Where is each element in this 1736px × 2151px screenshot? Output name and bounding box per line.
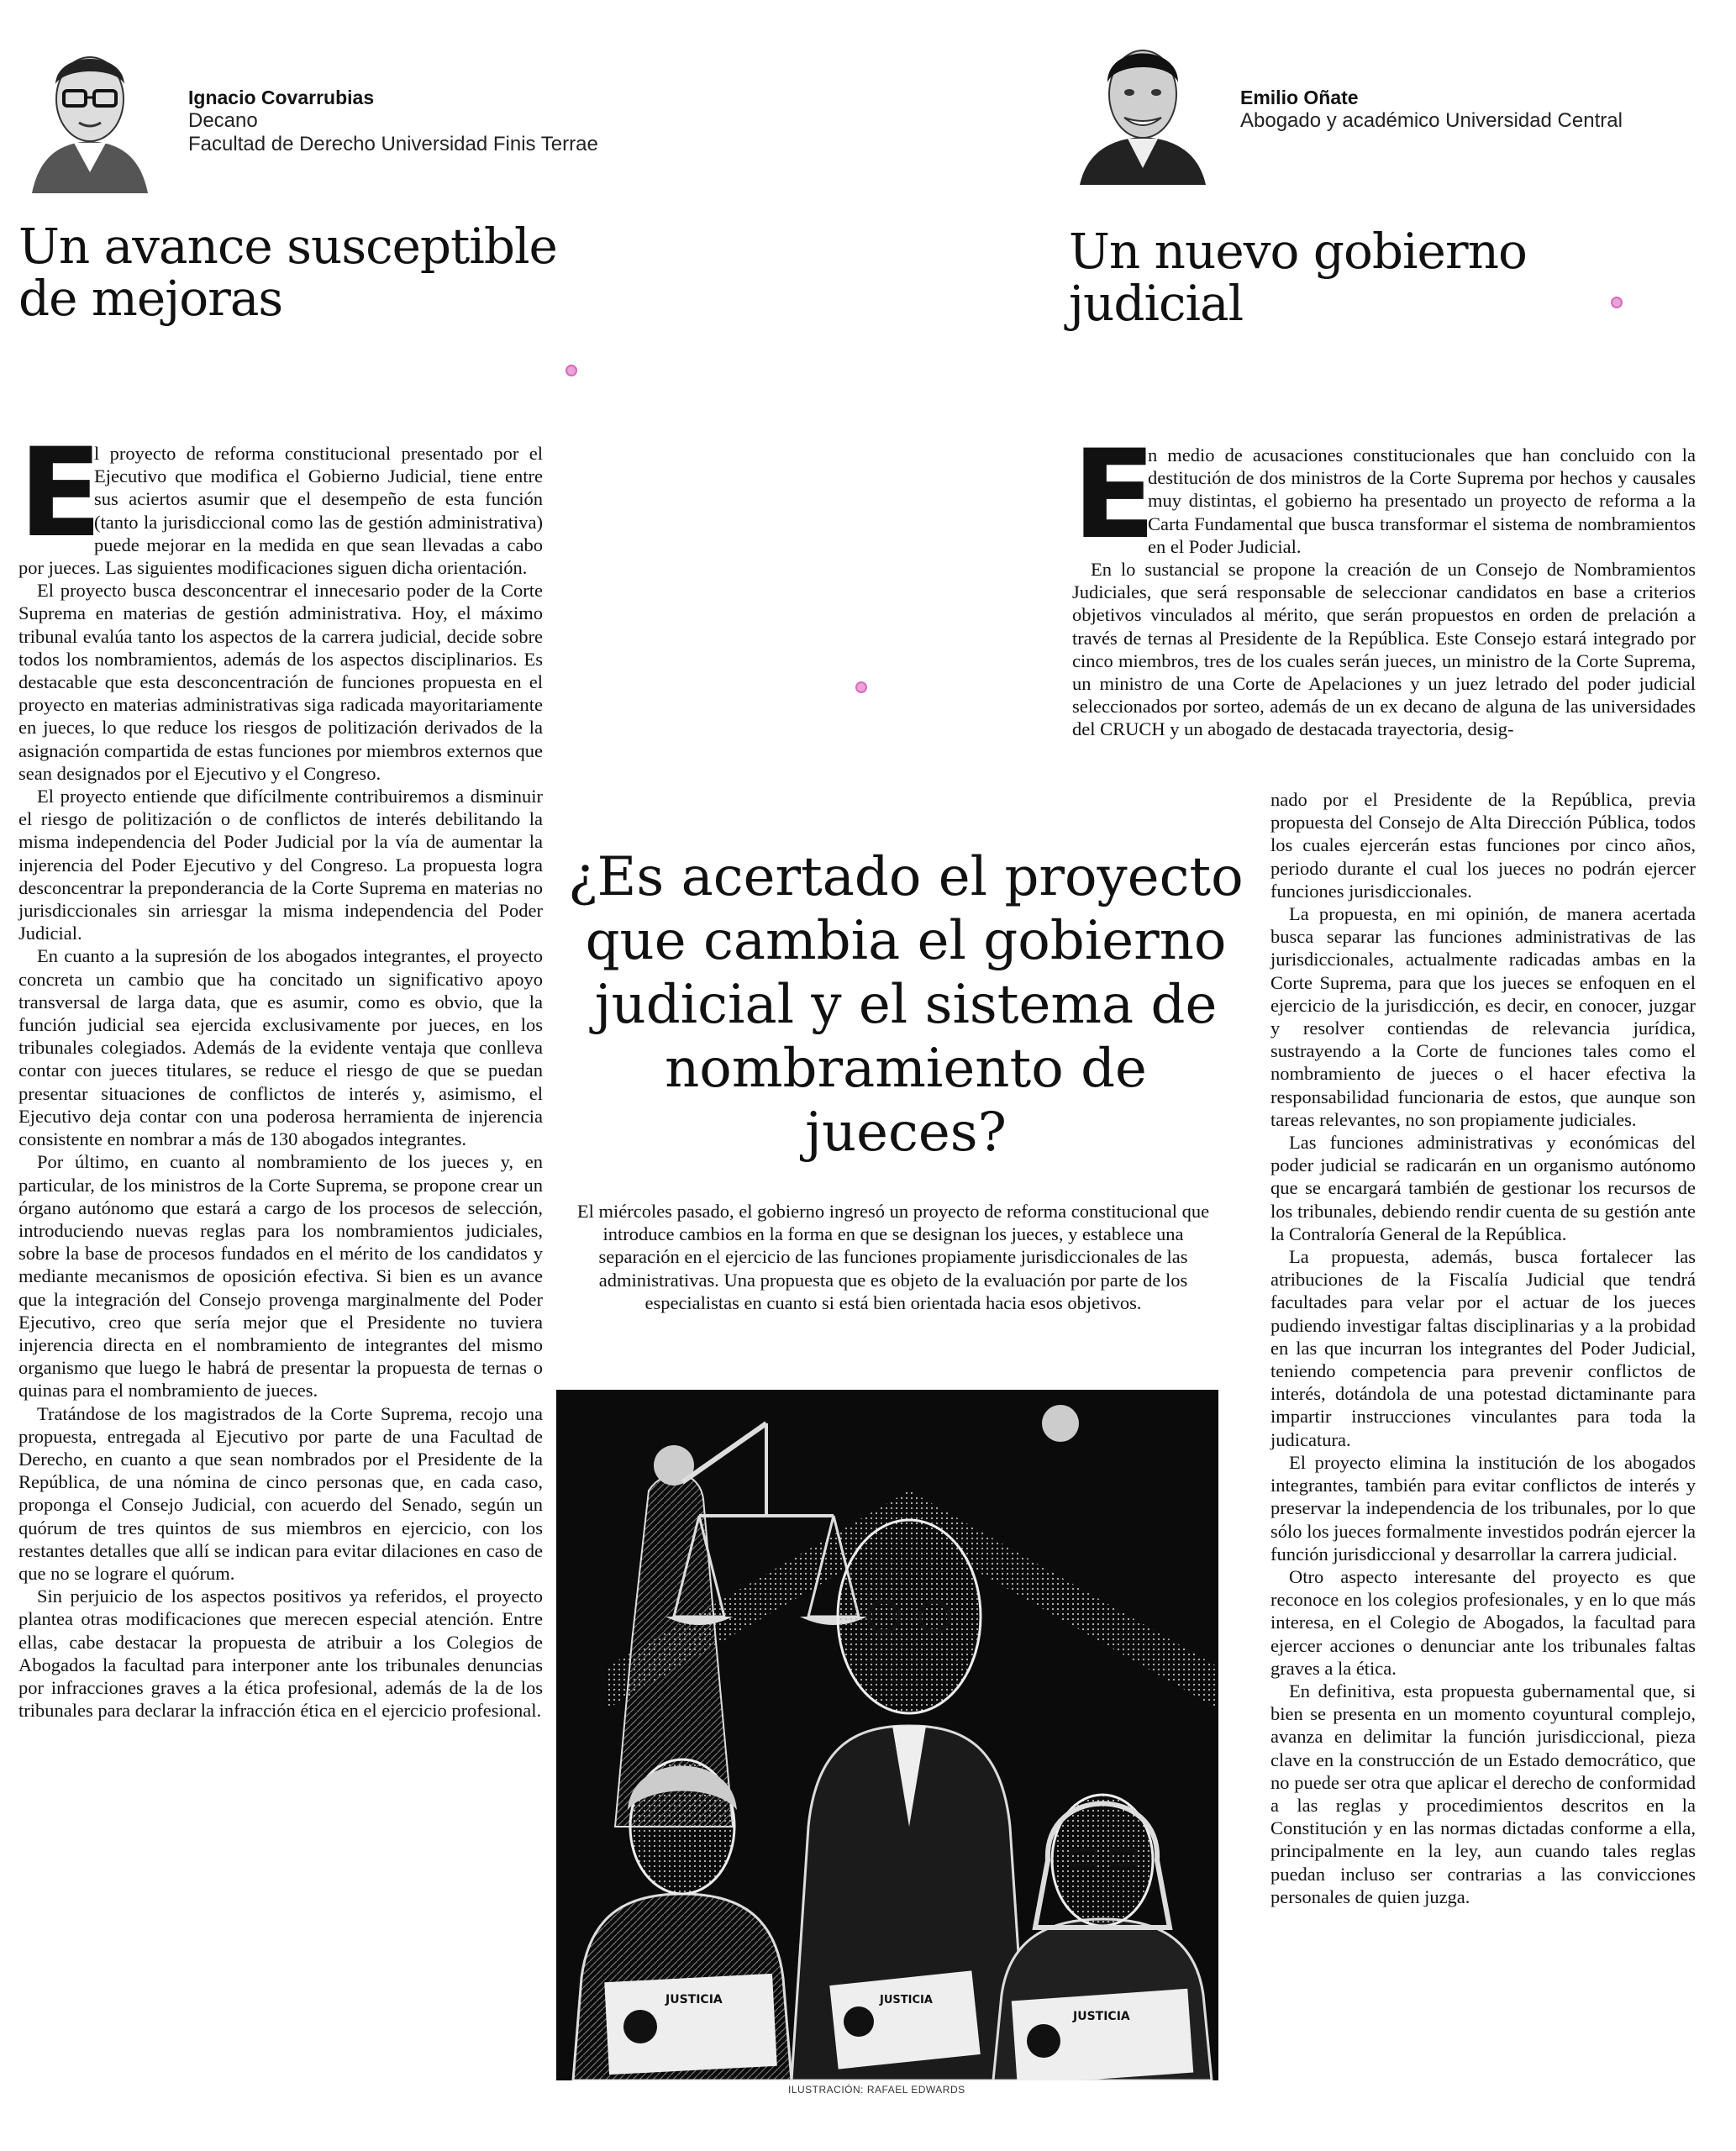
paragraph: l proyecto de reforma constitucional presentado por el Ejecutivo que modifica el Gobierno Judicial, tiene entre sus aciertos asumir que el desempeño de esta función (tanto la jurisdiccional como las de gestión administrativa) puede mejorar en la medida en que sean llevadas a cabo por jueces. Las siguientes modificaciones siguen dicha orientación. xyxy=(18,443,543,579)
paragraph: La propuesta, en mi opinión, de manera acertada busca separar las funciones administrativas de las jurisdiccionales, actualmente radicadas ambas en la Corte Suprema, para que los jueces se enfoquen en el ejercicio de la jurisdicción, es decir, en conocer, juzgar y resolver contiendas de relevancia jurídica, sustrayendo a la Corte de funciones tales como el nombramiento de jueces o el hacer efectiva la responsabilidad funcionaria de estos, que aunque son tareas relevantes, no son propiamente judiciales. xyxy=(1270,903,1696,1130)
title-left xyxy=(18,218,657,327)
portrait-sketch-icon xyxy=(24,25,156,193)
justice-illustration-icon xyxy=(556,1390,1218,2080)
question-line: que cambia el gobierno xyxy=(585,910,1227,972)
sign-center-label: JUSTICIA xyxy=(880,1994,933,2006)
paragraph: Otro aspecto interesante del proyecto es que reconoce en los colegios profesionales, y en lo que más interesa, en el Colegio de Abogados, la facultad para ejercer acciones o denunciar ante los tribunales faltas graves a la ética. xyxy=(1270,1565,1696,1679)
sign-left-label: JUSTICIA xyxy=(665,1993,723,2006)
paragraph: El proyecto entiende que difícilmente contribuiremos a disminuir el riesgo de politización o de conflictos de interés debilitando la misma independencia del Poder Judicial por la vía de aumentar la injerencia del Poder Ejecutivo y del Congreso. La propuesta logra desconcentrar la preponderancia de la Corte Suprema en materias no jurisdiccionales sin arriesgar la misma independencia del Poder Judicial. xyxy=(18,786,543,944)
paragraph: Sin perjuicio de los aspectos positivos ya referidos, el proyecto plantea otras modificaciones que merecen especial atención. Entre ellas, cabe destacar la propuesta de atribuir a los Colegios de Abogados la facultad para interponer ante los tribunales denuncias por infracciones graves a la ética profesional, además de la de los tribunales para declarar la infracción ética en el ejercicio profesional. xyxy=(18,1586,543,1722)
article-right-body-bottom xyxy=(1270,788,1696,1908)
title-left-line-1: Un avance susceptible xyxy=(18,218,557,275)
author-name-left: Ignacio Covarrubias xyxy=(188,87,375,108)
author-role-right: Abogado y académico Universidad Central xyxy=(1240,109,1623,132)
author-name-right: Emilio Oñate xyxy=(1240,87,1359,108)
question-line: ¿Es acertado el proyecto xyxy=(568,846,1244,908)
illustration xyxy=(556,1390,1218,2080)
portrait-photo-icon xyxy=(1076,25,1210,185)
registration-mark-3 xyxy=(855,681,867,693)
author-role-left-2: Facultad de Derecho Universidad Finis Terrae xyxy=(188,133,598,155)
question-line: jueces? xyxy=(805,1102,1007,1164)
sign-right-label: JUSTICIA xyxy=(1073,2010,1130,2023)
title-right-line-1: Un nuevo gobierno xyxy=(1069,223,1527,280)
article-left-body xyxy=(18,422,543,1722)
paragraph: n medio de acusaciones constitucionales que han concluido con la destitución de dos ministros de la Corte Suprema por hechos y causales muy distintas, el gobierno ha presentado un proyecto de reforma a la Carta Fundamental que busca transformar el sistema de nombramientos en el Poder Judicial. xyxy=(1148,444,1696,557)
paragraph: En lo sustancial se propone la creación de un Consejo de Nombramientos Judiciales, que será responsable de seleccionar candidatos en base a criterios objetivos vinculados al mérito, que serán propuestos en orden de prelación a través de ternas al Presidente de la República. Este Consejo estará integrado por cinco miembros, tres de los cuales serán jueces, un ministro de la Corte Suprema, un ministro de una Corte de Apelaciones y un juez letrado del poder judicial seleccionados por sorteo, además de un ex decano de alguna de las universidades del CRUCH y un abogado de destacada trayectoria, desig- xyxy=(1072,559,1696,740)
author-photo-onate xyxy=(1076,25,1210,185)
drop-cap-right: E xyxy=(1072,423,1156,566)
title-right-line-2: judicial xyxy=(1069,275,1244,332)
sign-left xyxy=(604,1974,776,2075)
registration-mark-2 xyxy=(1611,297,1623,308)
sign-center xyxy=(829,1970,981,2069)
paragraph: El proyecto elimina la institución de los abogados integrantes, también para evitar conflictos de interés y preservar la independencia de los tribunales, por lo que sólo los jueces formalmente investidos podrán ejercer la función jurisdiccional y desarrollar la carrera judicial. xyxy=(1270,1451,1696,1565)
paragraph: Por último, en cuanto al nombramiento de los jueces y, en particular, de los ministros de la Corte Suprema, se propone crear un órgano autónomo que estará a cargo de los procesos de selección, introduciendo nuevas reglas para los nombramientos judiciales, sobre la base de procesos fundados en el mérito de los candidatos y mediante mecanismos de oposición efectiva. Si bien es un avance que la integración del Consejo provenga marginalmente del Poder Ejecutivo, creo que sería mejor que el Presidente no tuviera injerencia directa en el nombramiento de integrantes del mismo organismo que luego le habrá de presentar la propuesta de ternas o quinas para el nombramiento de jueces. xyxy=(18,1151,543,1402)
author-role-left-1: Decano xyxy=(188,109,258,132)
feature-question-title xyxy=(561,845,1250,1165)
paragraph: En cuanto a la supresión de los abogados integrantes, el proyecto concreta un cambio que ha concitado un significativo apoyo transversal de larga data, que es asumir, como es obvio, que la función judicial sea ejercida exclusivamente por jueces, en los tribunales colegiados. Además de la evidente ventaja que conlleva contar con jueces titulares, se reduce el riesgo de que se puedan presentar situaciones de conflictos de interés y, asimismo, el Ejecutivo deja contar con una poderosa herramienta de injerencia consistente en nombrar a más de 130 abogados integrantes. xyxy=(18,945,543,1150)
author-photo-covarrubias xyxy=(24,25,156,193)
drop-cap-left: E xyxy=(18,422,103,565)
question-line: nombramiento de xyxy=(665,1038,1147,1100)
question-line: judicial y el sistema de xyxy=(594,974,1218,1036)
paragraph: La propuesta, además, busca fortalecer las atribuciones de la Fiscalía Judicial que tendrá facultades para velar por el actuar de los jueces pudiendo investigar faltas disciplinarias y a la probidad en las que incurran los integrantes del Poder Judicial, teniendo competencia para prevenir conflictos de interés, dotándola de una potestad dictaminante para impartir instrucciones vinculantes para toda la judicatura. xyxy=(1270,1246,1696,1450)
registration-mark-1 xyxy=(566,365,577,376)
feature-lead: El miércoles pasado, el gobierno ingresó un proyecto de reforma constitucional que introduce cambios en la forma en que se designan los jueces, y establece una separación en el ejercicio de las funciones propiamente jurisdiccionales de las administrativas. Una propuesta que es objeto de la evaluación por parte de los especialistas en cuanto si está bien orientada hacia esos objetivos. xyxy=(576,1201,1210,1313)
sign-right xyxy=(1012,1989,1193,2080)
paragraph: El proyecto busca desconcentrar el innecesario poder de la Corte Suprema en materias de gestión administrativa. Hoy, el máximo tribunal evalúa tanto los aspectos de la carrera judicial, decide sobre todos los nombramientos, además de los aspectos disciplinarios. Es destacable que esta desconcentración de funciones propuesta en el proyecto en materias administrativas siga radicada mayoritariamente en jueces, lo que reduce los riesgos de politización derivados de la asignación compartida de estas funciones por miembros externos que sean designados por el Ejecutivo y el Congreso. xyxy=(18,580,543,784)
paragraph: nado por el Presidente de la República, previa propuesta del Consejo de Alta Dirección Pública, todos los cuales ejercerán estas funciones por cinco años, periodo durante el cual los jueces no podrán ejercer funciones jurisdiccionales. xyxy=(1270,789,1696,902)
article-right-body-top xyxy=(1072,423,1696,741)
title-left-line-2: de mejoras xyxy=(18,270,283,327)
paragraph: Tratándose de los magistrados de la Corte Suprema, recojo una propuesta, entregada al Ejecutivo por parte de una Facultad de Derecho, en cuanto a que sean nombrados por el Presidente de la República, de una nómina de cinco personas que, en cada caso, proponga el Consejo Judicial, con acuerdo del Senado, según un quórum de tres quintos de sus miembros en ejercicio, con los restantes detalles que allí se indican para evitar dilaciones en caso de que no se lograre el quórum. xyxy=(18,1402,543,1584)
paragraph: Las funciones administrativas y económicas del poder judicial se radicarán en un organismo autónomo que se encargará también de gestionar los recursos de los tribunales, debiendo rendir cuenta de su gestión ante la Contraloría General de la República. xyxy=(1270,1132,1696,1244)
paragraph: En definitiva, esta propuesta gubernamental que, si bien se presenta en un momento coyuntural complejo, avanza en delimitar la función jurisdiccional, pieza clave en la construcción de un Estado democrático, que no puede ser otra que aplicar el derecho de conformidad a las reglas y procedimientos descritos en la Constitución y en las normas dictadas conforme a ella, principalmente en la ley, aun cuando tales reglas puedan incluso ser contrarias a las convicciones personales de quien juzga. xyxy=(1270,1680,1696,1907)
illustration-credit: ILUSTRACIÓN: RAFAEL EDWARDS xyxy=(788,2084,965,2096)
title-right xyxy=(1069,223,1707,332)
